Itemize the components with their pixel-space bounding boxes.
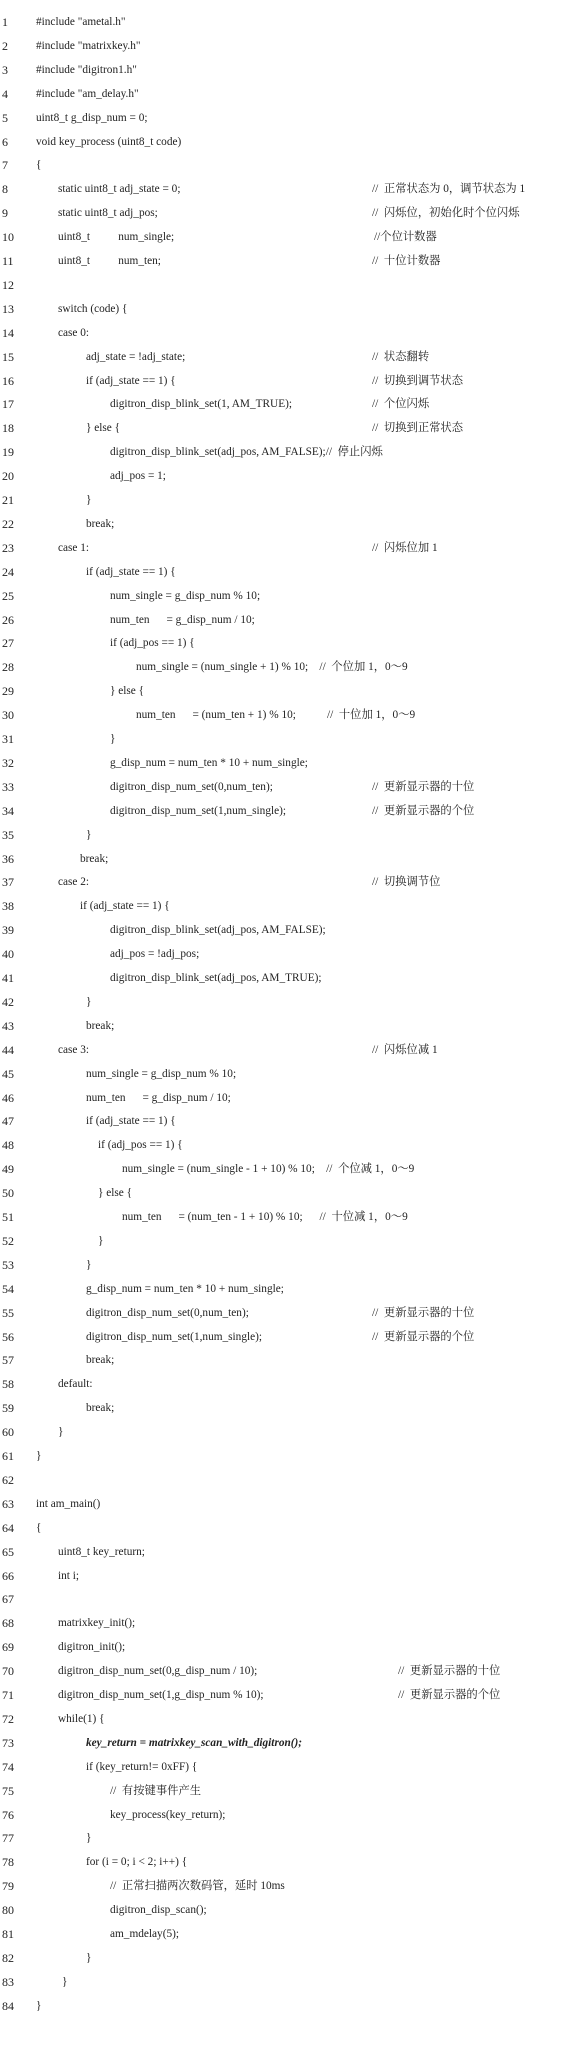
code-text: uint8_t key_return; (58, 1545, 145, 1558)
code-line (0, 177, 586, 201)
code-line (0, 560, 586, 584)
line-number: 64 (2, 1520, 14, 1535)
code-text: if (adj_pos == 1) { (110, 637, 195, 650)
line-number: 33 (2, 779, 14, 794)
code-line (0, 10, 586, 34)
code-text: } (62, 1975, 68, 1988)
code-text: // 有按键事件产生 (110, 1784, 202, 1797)
line-number: 81 (2, 1927, 14, 1941)
line-number: 74 (2, 1759, 14, 1774)
code-text: case 1: (58, 541, 90, 554)
code-line (0, 727, 586, 751)
code-text: int am_main() (36, 1497, 101, 1510)
line-number: 29 (2, 684, 14, 699)
code-text: digitron_init(); (58, 1641, 126, 1654)
code-text: void key_process (uint8_t code) (36, 135, 182, 148)
code-line (0, 823, 586, 847)
code-text: #include "am_delay.h" (36, 87, 139, 100)
code-line (0, 488, 586, 512)
code-text: matrixkey_init(); (58, 1617, 136, 1630)
code-line (0, 1994, 586, 2018)
code-line (0, 1038, 586, 1062)
line-number: 61 (2, 1449, 14, 1463)
code-text: adj_pos = 1; (110, 470, 166, 483)
line-number: 27 (2, 636, 14, 651)
code-text: uint8_t num_ten; (58, 255, 161, 267)
line-number: 73 (2, 1735, 14, 1750)
line-number: 8 (2, 182, 8, 197)
code-line (0, 990, 586, 1014)
code-line (0, 1444, 586, 1468)
code-text: num_single = g_disp_num % 10; (86, 1067, 237, 1080)
code-line (0, 1181, 586, 1205)
code-comment: // 更新显示器的个位 (372, 1330, 475, 1343)
code-line (0, 464, 586, 488)
line-number: 38 (2, 899, 14, 914)
line-number: 11 (2, 254, 14, 268)
line-number: 13 (2, 301, 14, 316)
code-line (0, 1277, 586, 1301)
code-line (0, 847, 586, 871)
line-number: 40 (2, 947, 14, 962)
code-text: int i; (58, 1569, 80, 1582)
code-text: } (86, 494, 92, 506)
code-text: digitron_disp_num_set(0,num_ten); (86, 1306, 249, 1319)
code-line (0, 369, 586, 393)
code-line (0, 1133, 586, 1157)
code-line (0, 1659, 586, 1683)
code-line (0, 1850, 586, 1874)
code-line (0, 225, 586, 249)
code-line (0, 1396, 586, 1420)
code-text: #include "digitron1.h" (36, 63, 137, 76)
line-number: 82 (2, 1950, 14, 1965)
code-line (0, 1635, 586, 1659)
line-number: 78 (2, 1855, 14, 1870)
code-comment: // 更新显示器的个位 (398, 1689, 501, 1701)
code-text: } else { (110, 685, 145, 698)
code-line (0, 1372, 586, 1396)
code-line (0, 392, 586, 416)
line-number: 83 (2, 1974, 14, 1989)
code-text: num_ten = g_disp_num / 10; (110, 613, 255, 626)
line-number: 63 (2, 1496, 14, 1511)
code-text: digitron_disp_num_set(0,num_ten); (110, 780, 273, 793)
line-number: 39 (2, 923, 14, 938)
code-line (0, 201, 586, 225)
line-number: 5 (2, 110, 8, 125)
code-line (0, 1492, 586, 1516)
line-number: 65 (2, 1544, 14, 1559)
code-line (0, 1803, 586, 1827)
code-line (0, 1229, 586, 1253)
code-line (0, 1731, 586, 1755)
code-line (0, 1109, 586, 1133)
code-text: break; (86, 1354, 115, 1367)
line-number: 57 (2, 1353, 14, 1368)
code-comment: // 正常状态为 0，调节状态为 1 (372, 183, 526, 196)
code-text: adj_pos = !adj_pos; (110, 948, 200, 961)
code-line (0, 1779, 586, 1803)
line-number: 3 (2, 62, 8, 77)
code-line (0, 1062, 586, 1086)
line-number: 16 (2, 373, 14, 388)
code-text: digitron_disp_num_set(1,g_disp_num % 10); (58, 1689, 264, 1701)
code-line (0, 918, 586, 942)
code-line (0, 1540, 586, 1564)
code-line (0, 655, 586, 679)
code-line (0, 536, 586, 560)
code-line (0, 1348, 586, 1372)
line-number: 9 (2, 206, 8, 221)
code-line (0, 775, 586, 799)
code-text: case 3: (58, 1043, 90, 1056)
line-number: 47 (2, 1114, 14, 1129)
line-number: 62 (2, 1472, 14, 1487)
code-line (0, 1826, 586, 1850)
code-text: digitron_disp_scan(); (110, 1904, 207, 1917)
line-number: 69 (2, 1640, 14, 1655)
line-number: 67 (2, 1592, 14, 1607)
code-text: { (36, 159, 42, 172)
code-text: digitron_disp_num_set(1,num_single); (110, 804, 287, 817)
code-text: } (86, 1951, 92, 1964)
line-number: 17 (2, 397, 14, 412)
code-comment: // 闪烁位，初始化时个位闪烁 (372, 207, 520, 220)
code-line (0, 1874, 586, 1898)
code-text: key_process(key_return); (110, 1808, 226, 1821)
line-number: 7 (2, 158, 8, 173)
line-number: 15 (2, 349, 14, 364)
line-number: 31 (2, 732, 14, 746)
code-line (0, 1611, 586, 1635)
code-text: while(1) { (58, 1712, 105, 1725)
code-line (0, 273, 586, 297)
code-line (0, 870, 586, 894)
code-line (0, 321, 586, 345)
line-number: 53 (2, 1257, 14, 1272)
line-number: 51 (2, 1210, 14, 1224)
code-text: num_single = (num_single - 1 + 10) % 10; // 个位减 1，0～9 (122, 1163, 415, 1176)
code-line (0, 440, 586, 464)
line-number: 20 (2, 469, 14, 484)
code-line (0, 106, 586, 130)
code-line (0, 703, 586, 727)
code-line (0, 82, 586, 106)
code-text: digitron_disp_blink_set(adj_pos, AM_FALSE); (110, 924, 326, 937)
line-number: 68 (2, 1616, 14, 1631)
code-line (0, 1946, 586, 1970)
code-text: if (adj_pos == 1) { (98, 1139, 183, 1152)
line-number: 80 (2, 1903, 14, 1918)
code-line (0, 1301, 586, 1325)
code-comment: // 个位闪烁 (372, 398, 430, 411)
line-number: 56 (2, 1329, 14, 1344)
code-comment: // 切换调节位 (372, 876, 441, 889)
code-line (0, 1970, 586, 1994)
code-text: } else { (98, 1187, 133, 1200)
line-number: 66 (2, 1568, 14, 1583)
code-line (0, 1086, 586, 1110)
line-number: 70 (2, 1664, 14, 1679)
code-line (0, 34, 586, 58)
code-line (0, 1922, 586, 1946)
line-number: 60 (2, 1425, 14, 1440)
code-text: adj_state = !adj_state; (86, 350, 186, 363)
code-line (0, 1564, 586, 1588)
code-comment: // 更新显示器的十位 (398, 1665, 501, 1678)
code-line (0, 1587, 586, 1611)
line-number: 59 (2, 1401, 14, 1416)
code-text: } (110, 733, 116, 745)
code-text: num_ten = g_disp_num / 10; (86, 1091, 231, 1104)
code-text: static uint8_t adj_pos; (58, 207, 158, 220)
code-text: } (86, 828, 92, 841)
code-text: } (86, 1258, 92, 1271)
code-text: if (adj_state == 1) { (86, 374, 176, 387)
code-text: default: (58, 1378, 93, 1391)
code-text: switch (code) { (58, 302, 128, 315)
code-line (0, 966, 586, 990)
line-number: 79 (2, 1879, 14, 1894)
line-number: 26 (2, 612, 14, 627)
code-text: num_ten = (num_ten - 1 + 10) % 10; // 十位减 1，0～9 (122, 1211, 408, 1223)
code-text: num_single = (num_single + 1) % 10; // 个位加 1，0～9 (136, 661, 408, 674)
code-text: uint8_t num_single; (58, 231, 175, 244)
code-text: } (58, 1426, 64, 1439)
code-line (0, 416, 586, 440)
code-comment: // 更新显示器的十位 (372, 1306, 475, 1319)
code-text: digitron_disp_num_set(1,num_single); (86, 1330, 263, 1343)
code-line (0, 679, 586, 703)
line-number: 55 (2, 1305, 14, 1320)
code-text: #include "ametal.h" (36, 16, 126, 28)
line-number: 21 (2, 493, 14, 507)
code-text: digitron_disp_blink_set(1, AM_TRUE); (110, 398, 293, 411)
code-line (0, 1420, 586, 1444)
line-number: 10 (2, 230, 14, 245)
line-number: 34 (2, 803, 14, 818)
line-number: 37 (2, 875, 14, 890)
code-comment: // 更新显示器的个位 (372, 804, 475, 817)
line-number: 18 (2, 421, 14, 436)
code-line (0, 1157, 586, 1181)
code-line (0, 608, 586, 632)
code-text: if (adj_state == 1) { (80, 900, 170, 913)
code-comment: // 切换到正常状态 (372, 422, 464, 435)
code-text: } (36, 1999, 42, 2012)
code-line (0, 584, 586, 608)
code-line (0, 631, 586, 655)
code-line (0, 799, 586, 823)
line-number: 24 (2, 564, 14, 579)
code-comment: // 更新显示器的十位 (372, 780, 475, 793)
code-text: g_disp_num = num_ten * 10 + num_single; (86, 1282, 284, 1295)
code-text: digitron_disp_blink_set(adj_pos, AM_FALSE);// 停止闪烁 (110, 446, 383, 459)
code-line (0, 1468, 586, 1492)
code-line (0, 58, 586, 82)
code-line (0, 297, 586, 321)
code-line (0, 942, 586, 966)
line-number: 14 (2, 325, 14, 340)
line-number: 35 (2, 827, 14, 842)
line-number: 76 (2, 1807, 14, 1822)
code-line (0, 751, 586, 775)
line-number: 1 (2, 15, 8, 29)
code-comment: // 切换到调节状态 (372, 374, 464, 387)
code-text: } (86, 1832, 92, 1845)
line-number: 48 (2, 1138, 14, 1153)
code-line (0, 512, 586, 536)
code-text: case 2: (58, 876, 90, 889)
code-text: } else { (86, 422, 121, 435)
code-text: am_mdelay(5); (110, 1928, 180, 1940)
code-line (0, 249, 586, 273)
line-number: 54 (2, 1281, 14, 1296)
line-number: 22 (2, 516, 14, 531)
code-comment: //个位计数器 (374, 231, 437, 244)
code-text: g_disp_num = num_ten * 10 + num_single; (110, 756, 308, 769)
code-text: num_single = g_disp_num % 10; (110, 589, 261, 602)
code-line (0, 1516, 586, 1540)
code-text: if (adj_state == 1) { (86, 1115, 176, 1128)
line-number: 23 (2, 540, 14, 555)
line-number: 4 (2, 86, 8, 101)
code-comment: // 闪烁位加 1 (372, 541, 438, 554)
code-comment: // 状态翻转 (372, 350, 430, 363)
line-number: 71 (2, 1688, 14, 1702)
code-text: key_return = matrixkey_scan_with_digitron(); (86, 1736, 303, 1749)
line-number: 2 (2, 38, 8, 53)
code-text: num_ten = (num_ten + 1) % 10; // 十位加 1，0～9 (136, 709, 416, 722)
code-text: // 正常扫描两次数码管，延时 10ms (110, 1880, 285, 1893)
line-number: 58 (2, 1377, 14, 1392)
line-number: 32 (2, 755, 14, 770)
code-line (0, 894, 586, 918)
code-line (0, 1898, 586, 1922)
code-text: break; (80, 852, 109, 865)
code-text: digitron_disp_num_set(0,g_disp_num / 10); (58, 1665, 258, 1678)
code-line (0, 1253, 586, 1277)
code-line (0, 130, 586, 154)
code-text: break; (86, 1402, 115, 1415)
code-line (0, 1707, 586, 1731)
code-text: } (86, 995, 92, 1008)
code-text: break; (86, 1019, 115, 1032)
line-number: 52 (2, 1233, 14, 1248)
code-line (0, 153, 586, 177)
code-text: for (i = 0; i < 2; i++) { (86, 1856, 188, 1869)
code-line (0, 1014, 586, 1038)
code-text: case 0: (58, 326, 90, 339)
line-number: 41 (2, 971, 14, 985)
line-number: 30 (2, 708, 14, 723)
code-comment: // 闪烁位减 1 (372, 1043, 438, 1056)
code-text: break; (86, 517, 115, 530)
code-comment: // 十位计数器 (372, 255, 441, 267)
code-text: if (key_return!= 0xFF) { (86, 1760, 198, 1773)
line-number: 84 (2, 1998, 14, 2013)
code-text: } (36, 1450, 42, 1462)
line-number: 44 (2, 1042, 14, 1057)
line-number: 46 (2, 1090, 14, 1105)
code-text: digitron_disp_blink_set(adj_pos, AM_TRUE); (110, 972, 322, 984)
code-text: { (36, 1521, 42, 1534)
line-number: 36 (2, 851, 14, 866)
code-line (0, 345, 586, 369)
line-number: 42 (2, 994, 14, 1009)
code-text: } (98, 1234, 104, 1247)
code-line (0, 1325, 586, 1349)
line-number: 28 (2, 660, 14, 675)
line-number: 43 (2, 1018, 14, 1033)
line-number: 19 (2, 445, 14, 460)
code-text: if (adj_state == 1) { (86, 565, 176, 578)
line-number: 50 (2, 1186, 14, 1201)
line-number: 72 (2, 1711, 14, 1726)
line-number: 49 (2, 1162, 14, 1177)
code-text: uint8_t g_disp_num = 0; (36, 111, 148, 124)
line-number: 45 (2, 1066, 14, 1081)
line-number: 75 (2, 1783, 14, 1798)
code-text: static uint8_t adj_state = 0; (58, 183, 181, 196)
line-number: 6 (2, 134, 8, 149)
line-number: 77 (2, 1831, 14, 1846)
code-text: #include "matrixkey.h" (36, 39, 141, 52)
line-number: 25 (2, 588, 14, 603)
code-line (0, 1205, 586, 1229)
code-line (0, 1755, 586, 1779)
line-number: 12 (2, 277, 14, 292)
code-line (0, 1683, 586, 1707)
